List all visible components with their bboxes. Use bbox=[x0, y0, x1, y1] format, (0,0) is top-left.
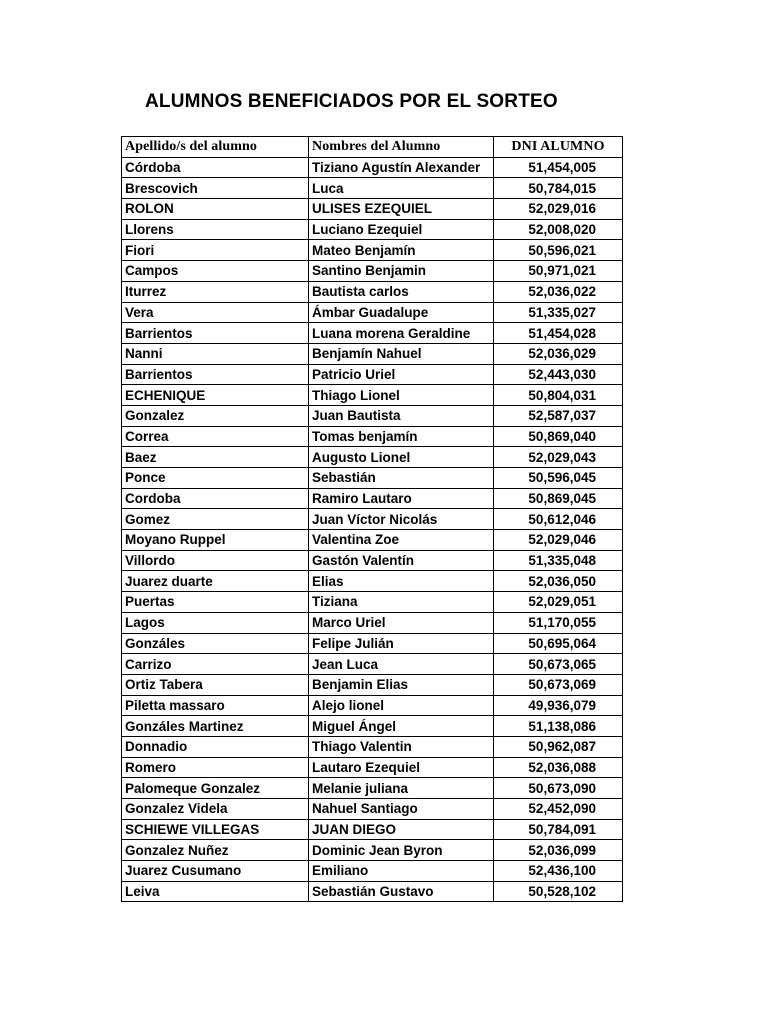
cell-nombres: Luciano Ezequiel bbox=[309, 219, 494, 240]
cell-apellido: Carrizo bbox=[122, 654, 309, 675]
cell-dni: 50,612,046 bbox=[494, 509, 623, 530]
table-row bbox=[122, 219, 623, 240]
cell-nombres: ULISES EZEQUIEL bbox=[309, 199, 494, 220]
cell-apellido: Cordoba bbox=[122, 488, 309, 509]
cell-dni: 52,036,088 bbox=[494, 757, 623, 778]
table-row bbox=[122, 840, 623, 861]
table-row bbox=[122, 240, 623, 261]
cell-nombres: Nahuel Santiago bbox=[309, 799, 494, 820]
cell-nombres: Marco Uriel bbox=[309, 612, 494, 633]
cell-dni: 52,008,020 bbox=[494, 219, 623, 240]
cell-apellido: Gonzáles Martinez bbox=[122, 716, 309, 737]
column-header-dni: DNI ALUMNO bbox=[494, 137, 623, 158]
cell-dni: 50,869,045 bbox=[494, 488, 623, 509]
cell-nombres: Tiziana bbox=[309, 592, 494, 613]
table-row bbox=[122, 509, 623, 530]
table-row bbox=[122, 861, 623, 882]
cell-apellido: Juarez Cusumano bbox=[122, 861, 309, 882]
cell-dni: 50,673,090 bbox=[494, 778, 623, 799]
cell-apellido: Juarez duarte bbox=[122, 571, 309, 592]
page-title: ALUMNOS BENEFICIADOS POR EL SORTEO bbox=[145, 91, 558, 112]
cell-apellido: Nanni bbox=[122, 343, 309, 364]
table-row bbox=[122, 716, 623, 737]
table-row bbox=[122, 530, 623, 551]
cell-apellido: Fiori bbox=[122, 240, 309, 261]
table-row bbox=[122, 343, 623, 364]
cell-dni: 50,695,064 bbox=[494, 633, 623, 654]
cell-apellido: Llorens bbox=[122, 219, 309, 240]
cell-apellido: Córdoba bbox=[122, 157, 309, 178]
cell-apellido: Gonzáles bbox=[122, 633, 309, 654]
cell-nombres: Ramiro Lautaro bbox=[309, 488, 494, 509]
cell-nombres: Jean Luca bbox=[309, 654, 494, 675]
column-header-apellido: Apellido/s del alumno bbox=[122, 137, 309, 158]
table-row bbox=[122, 405, 623, 426]
table-row bbox=[122, 736, 623, 757]
table-row bbox=[122, 654, 623, 675]
cell-nombres: Felipe Julián bbox=[309, 633, 494, 654]
cell-nombres: Benjamín Nahuel bbox=[309, 343, 494, 364]
cell-nombres: Lautaro Ezequiel bbox=[309, 757, 494, 778]
cell-nombres: Tomas benjamín bbox=[309, 426, 494, 447]
table-row bbox=[122, 633, 623, 654]
table-row bbox=[122, 364, 623, 385]
cell-apellido: Baez bbox=[122, 447, 309, 468]
cell-dni: 52,029,051 bbox=[494, 592, 623, 613]
table-row bbox=[122, 323, 623, 344]
cell-dni: 50,962,087 bbox=[494, 736, 623, 757]
cell-dni: 50,804,031 bbox=[494, 385, 623, 406]
cell-apellido: Puertas bbox=[122, 592, 309, 613]
table-row bbox=[122, 881, 623, 902]
table-row bbox=[122, 488, 623, 509]
table-row bbox=[122, 799, 623, 820]
table-row bbox=[122, 261, 623, 282]
cell-nombres: Ámbar Guadalupe bbox=[309, 302, 494, 323]
cell-nombres: Bautista carlos bbox=[309, 281, 494, 302]
cell-nombres: Tiziano Agustín Alexander bbox=[309, 157, 494, 178]
cell-apellido: Leiva bbox=[122, 881, 309, 902]
cell-nombres: Thiago Valentin bbox=[309, 736, 494, 757]
cell-nombres: Augusto Lionel bbox=[309, 447, 494, 468]
cell-nombres: Juan Bautista bbox=[309, 405, 494, 426]
cell-apellido: Villordo bbox=[122, 550, 309, 571]
cell-nombres: Thiago Lionel bbox=[309, 385, 494, 406]
table-row bbox=[122, 612, 623, 633]
cell-apellido: Moyano Ruppel bbox=[122, 530, 309, 551]
cell-nombres: Dominic Jean Byron bbox=[309, 840, 494, 861]
cell-nombres: Alejo lionel bbox=[309, 695, 494, 716]
column-header-nombres: Nombres del Alumno bbox=[309, 137, 494, 158]
cell-dni: 51,170,055 bbox=[494, 612, 623, 633]
cell-apellido: ROLON bbox=[122, 199, 309, 220]
cell-apellido: SCHIEWE VILLEGAS bbox=[122, 819, 309, 840]
cell-nombres: Valentina Zoe bbox=[309, 530, 494, 551]
cell-apellido: Gonzalez Videla bbox=[122, 799, 309, 820]
cell-apellido: Ortiz Tabera bbox=[122, 674, 309, 695]
cell-apellido: Ponce bbox=[122, 468, 309, 489]
cell-apellido: Donnadio bbox=[122, 736, 309, 757]
table-row bbox=[122, 157, 623, 178]
table-row bbox=[122, 426, 623, 447]
cell-nombres: Luana morena Geraldine bbox=[309, 323, 494, 344]
cell-dni: 50,673,065 bbox=[494, 654, 623, 675]
cell-dni: 50,869,040 bbox=[494, 426, 623, 447]
cell-dni: 50,528,102 bbox=[494, 881, 623, 902]
table-row bbox=[122, 385, 623, 406]
cell-nombres: Gastón Valentín bbox=[309, 550, 494, 571]
cell-apellido: Vera bbox=[122, 302, 309, 323]
cell-nombres: Emiliano bbox=[309, 861, 494, 882]
cell-nombres: Juan Víctor Nicolás bbox=[309, 509, 494, 530]
cell-dni: 52,443,030 bbox=[494, 364, 623, 385]
cell-apellido: Gomez bbox=[122, 509, 309, 530]
cell-nombres: Benjamin Elias bbox=[309, 674, 494, 695]
cell-nombres: Mateo Benjamín bbox=[309, 240, 494, 261]
table-header-row bbox=[122, 137, 623, 158]
cell-apellido: Lagos bbox=[122, 612, 309, 633]
table-row bbox=[122, 592, 623, 613]
table-row bbox=[122, 302, 623, 323]
cell-nombres: Sebastián bbox=[309, 468, 494, 489]
cell-dni: 51,454,028 bbox=[494, 323, 623, 344]
table-row bbox=[122, 281, 623, 302]
cell-dni: 49,936,079 bbox=[494, 695, 623, 716]
cell-dni: 50,596,021 bbox=[494, 240, 623, 261]
cell-apellido: Piletta massaro bbox=[122, 695, 309, 716]
students-table bbox=[121, 136, 623, 902]
table-row bbox=[122, 468, 623, 489]
table-row bbox=[122, 819, 623, 840]
cell-dni: 50,784,091 bbox=[494, 819, 623, 840]
table-row bbox=[122, 757, 623, 778]
cell-nombres: Luca bbox=[309, 178, 494, 199]
cell-dni: 50,596,045 bbox=[494, 468, 623, 489]
cell-dni: 52,036,099 bbox=[494, 840, 623, 861]
cell-dni: 52,436,100 bbox=[494, 861, 623, 882]
cell-nombres: JUAN DIEGO bbox=[309, 819, 494, 840]
cell-dni: 51,335,048 bbox=[494, 550, 623, 571]
cell-nombres: Santino Benjamin bbox=[309, 261, 494, 282]
cell-dni: 52,036,050 bbox=[494, 571, 623, 592]
cell-apellido: Gonzalez Nuñez bbox=[122, 840, 309, 861]
table-row bbox=[122, 674, 623, 695]
cell-dni: 51,138,086 bbox=[494, 716, 623, 737]
cell-nombres: Melanie juliana bbox=[309, 778, 494, 799]
table-row bbox=[122, 695, 623, 716]
cell-dni: 52,452,090 bbox=[494, 799, 623, 820]
cell-nombres: Miguel Ángel bbox=[309, 716, 494, 737]
cell-apellido: ECHENIQUE bbox=[122, 385, 309, 406]
cell-apellido: Iturrez bbox=[122, 281, 309, 302]
cell-dni: 52,036,029 bbox=[494, 343, 623, 364]
table-body bbox=[122, 157, 623, 902]
cell-dni: 50,673,069 bbox=[494, 674, 623, 695]
table-row bbox=[122, 571, 623, 592]
cell-nombres: Elias bbox=[309, 571, 494, 592]
cell-apellido: Correa bbox=[122, 426, 309, 447]
cell-dni: 51,335,027 bbox=[494, 302, 623, 323]
cell-dni: 51,454,005 bbox=[494, 157, 623, 178]
cell-dni: 50,971,021 bbox=[494, 261, 623, 282]
cell-nombres: Patricio Uriel bbox=[309, 364, 494, 385]
table-row bbox=[122, 199, 623, 220]
cell-dni: 52,036,022 bbox=[494, 281, 623, 302]
table-row bbox=[122, 550, 623, 571]
cell-apellido: Campos bbox=[122, 261, 309, 282]
cell-apellido: Gonzalez bbox=[122, 405, 309, 426]
table-row bbox=[122, 778, 623, 799]
cell-apellido: Romero bbox=[122, 757, 309, 778]
cell-apellido: Barrientos bbox=[122, 364, 309, 385]
cell-apellido: Barrientos bbox=[122, 323, 309, 344]
cell-nombres: Sebastián Gustavo bbox=[309, 881, 494, 902]
cell-apellido: Palomeque Gonzalez bbox=[122, 778, 309, 799]
cell-dni: 52,029,043 bbox=[494, 447, 623, 468]
cell-dni: 52,029,046 bbox=[494, 530, 623, 551]
cell-dni: 50,784,015 bbox=[494, 178, 623, 199]
table-row bbox=[122, 447, 623, 468]
cell-dni: 52,587,037 bbox=[494, 405, 623, 426]
cell-dni: 52,029,016 bbox=[494, 199, 623, 220]
table-row bbox=[122, 178, 623, 199]
cell-apellido: Brescovich bbox=[122, 178, 309, 199]
